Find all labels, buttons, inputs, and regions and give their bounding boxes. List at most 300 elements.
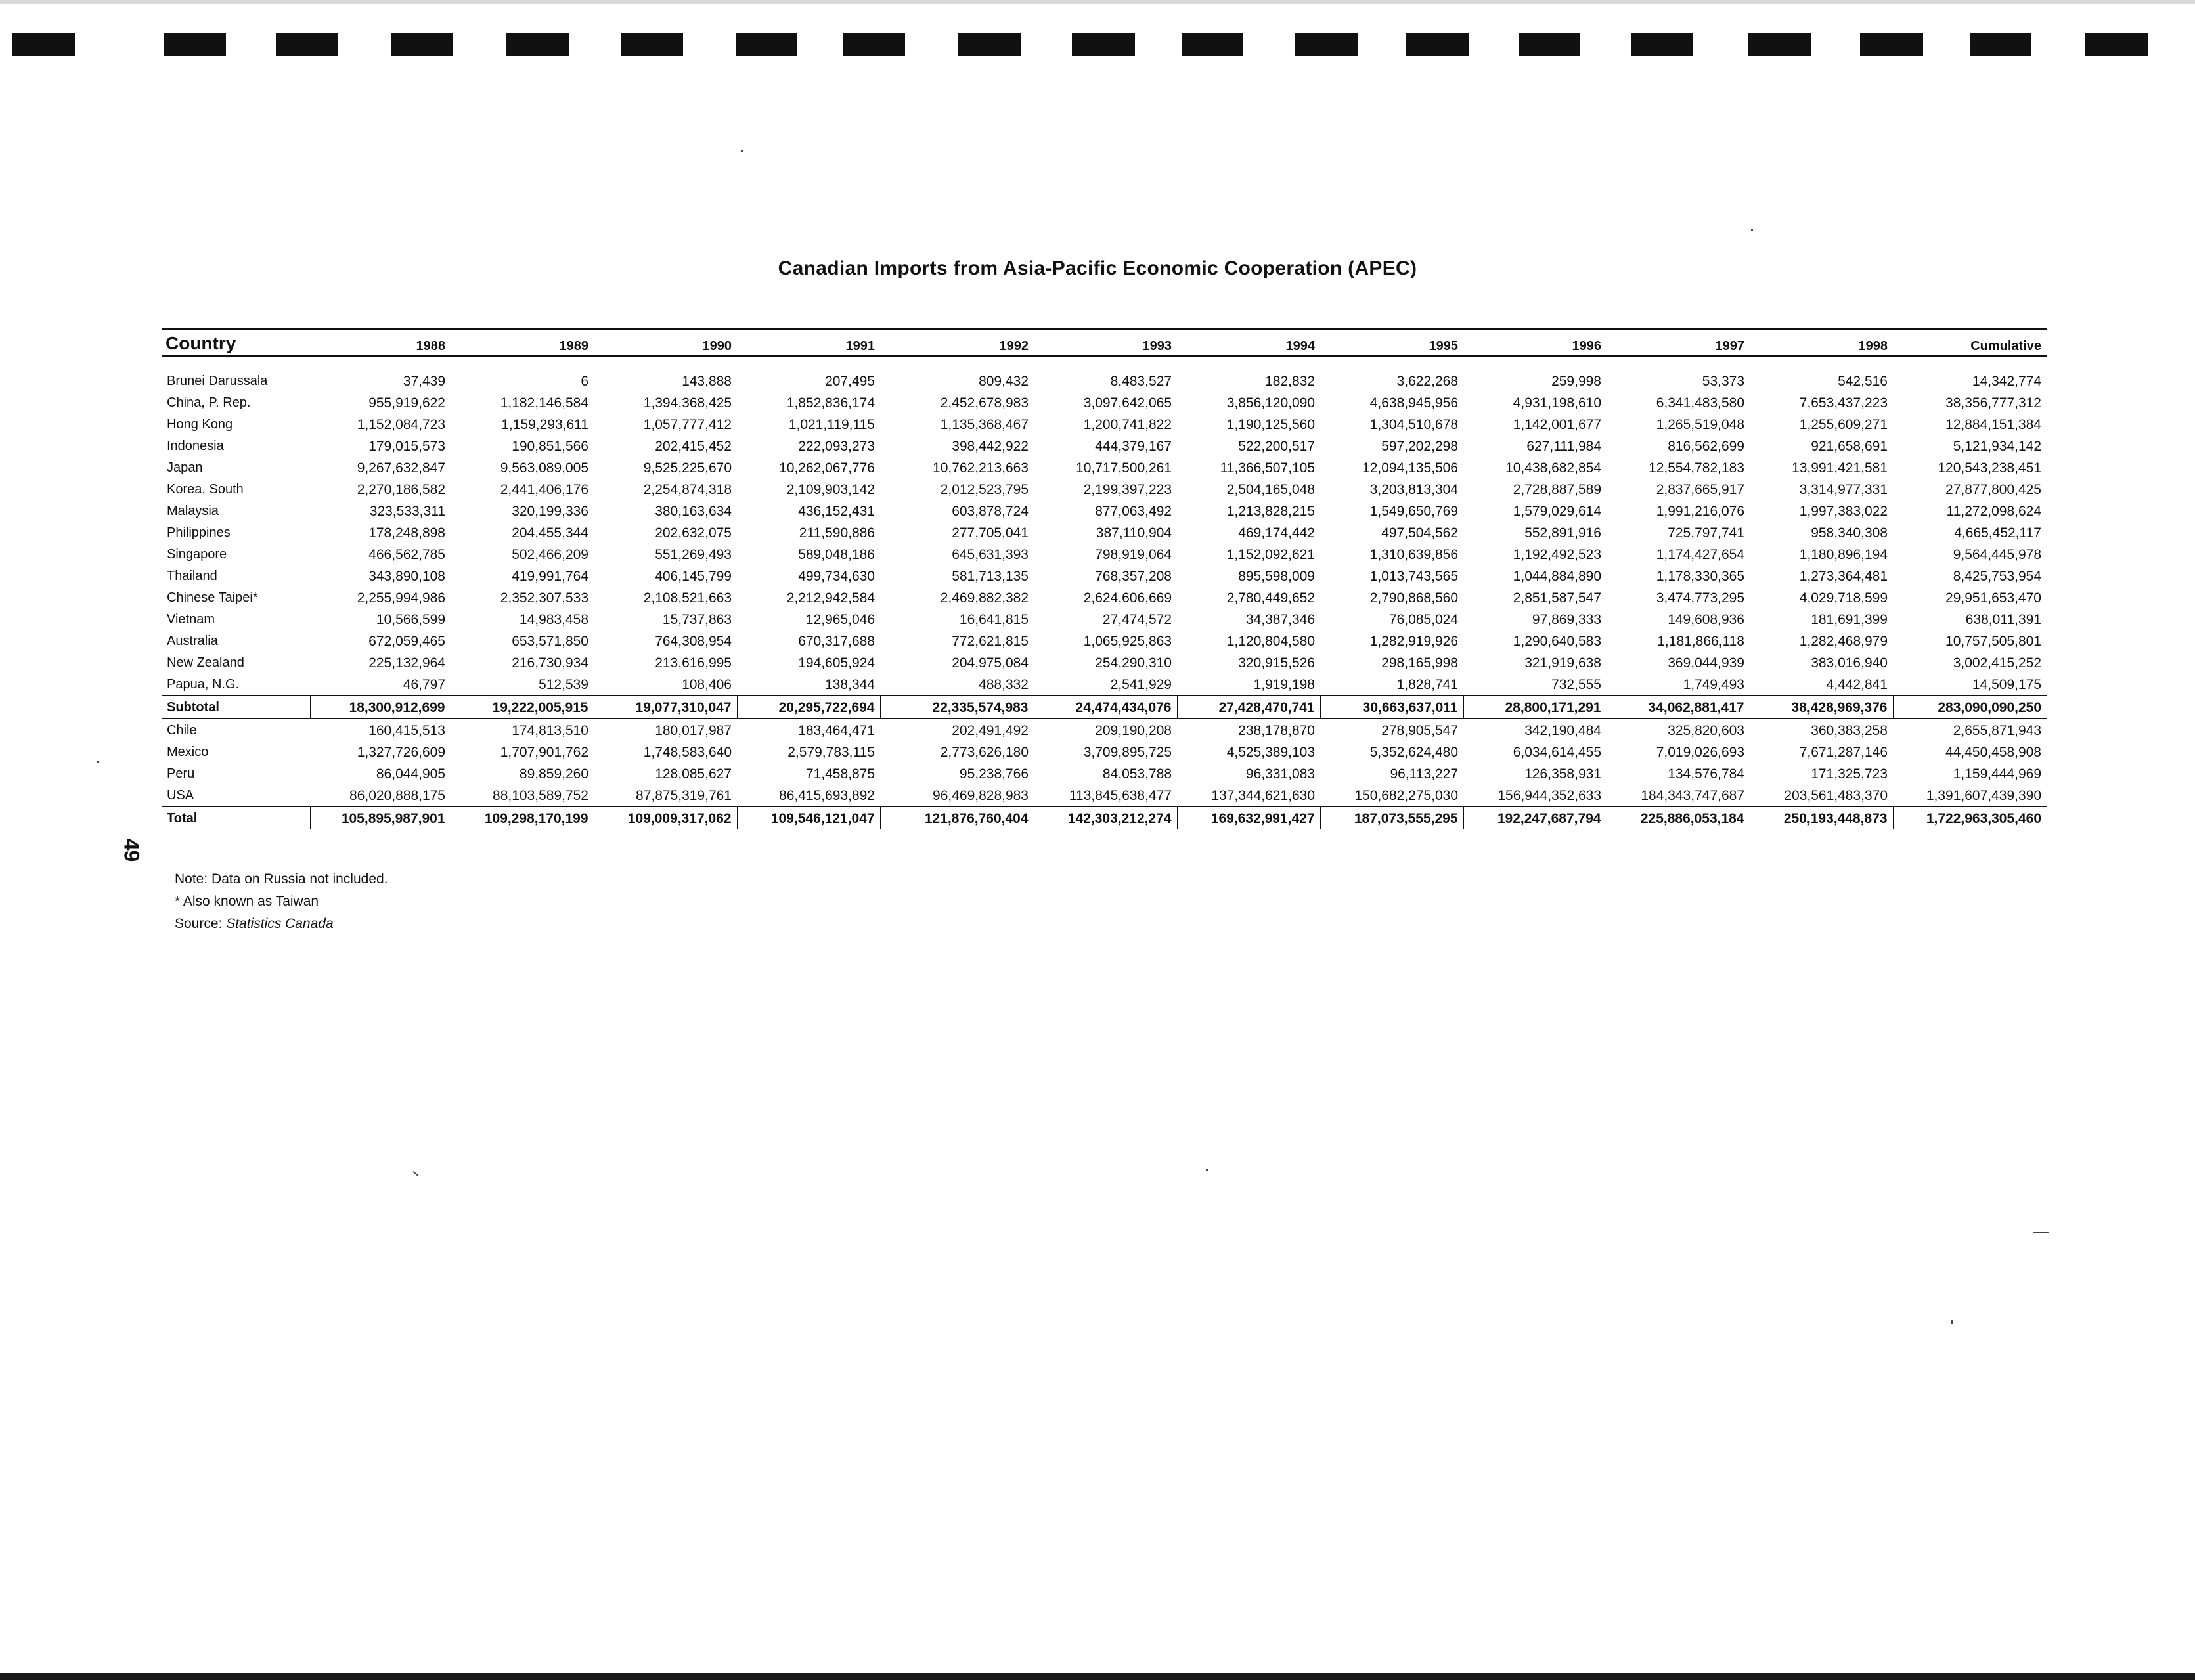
table-cell: 169,632,991,427 (1177, 807, 1320, 830)
table-cell: 955,919,622 (368, 395, 445, 410)
table-cell: 126,358,931 (1524, 766, 1601, 782)
table-cell: 11,366,507,105 (1220, 460, 1315, 475)
table-cell: 1,549,650,769 (1369, 503, 1458, 519)
registration-mark (2085, 33, 2148, 56)
table-cell: 10,262,067,776 (779, 460, 875, 475)
table-cell: 466,562,785 (368, 546, 445, 562)
table-cell: 542,516 (1838, 373, 1888, 389)
table-cell: 182,832 (1265, 373, 1315, 389)
table-cell: 360,383,258 (1811, 722, 1888, 738)
table-cell: 1,213,828,215 (1226, 503, 1315, 519)
table-row (162, 370, 2047, 391)
table-cell: 1,722,963,305,460 (1893, 807, 2047, 830)
row-label: Mexico (167, 745, 209, 759)
table-cell: 88,103,589,752 (493, 787, 588, 803)
table-cell: 6,341,483,580 (1656, 395, 1744, 410)
table-cell: 86,415,693,892 (779, 787, 875, 803)
table-cell: 597,202,298 (1381, 438, 1458, 454)
table-cell: 18,300,912,699 (310, 696, 451, 718)
row-label: Peru (167, 766, 195, 781)
table-cell: 3,622,268 (1396, 373, 1458, 389)
table-cell: 1,265,519,048 (1656, 416, 1744, 432)
table-cell: 1,707,901,762 (500, 744, 588, 760)
table-cell: 2,212,942,584 (786, 590, 875, 606)
table-cell: 86,020,888,175 (349, 787, 445, 803)
table-cell: 2,108,521,663 (643, 590, 732, 606)
column-header: 1991 (737, 330, 880, 357)
table-cell: 95,238,766 (959, 766, 1029, 782)
table-cell: 1,120,804,580 (1226, 633, 1315, 649)
table-cell: 725,797,741 (1668, 525, 1744, 541)
table-cell: 2,441,406,176 (500, 481, 588, 497)
table-cell: 86,044,905 (376, 766, 445, 782)
table-cell: 16,641,815 (959, 611, 1029, 627)
table-cell: 809,432 (979, 373, 1029, 389)
table-cell: 444,379,167 (1095, 438, 1172, 454)
scan-speck (97, 761, 99, 763)
table-cell: 4,029,718,599 (1799, 590, 1888, 606)
row-label: Total (162, 807, 310, 830)
table-cell: 670,317,688 (798, 633, 875, 649)
table-cell: 1,304,510,678 (1369, 416, 1458, 432)
table-cell: 627,111,984 (1526, 438, 1601, 454)
table-row (162, 586, 2047, 608)
table-cell: 1,310,639,856 (1369, 546, 1458, 562)
table-cell: 8,425,753,954 (1953, 568, 2041, 584)
column-header: 1997 (1607, 330, 1750, 357)
table-cell: 194,605,924 (798, 655, 875, 671)
table-cell: 37,439 (403, 373, 445, 389)
table-cell: 5,121,934,142 (1953, 438, 2041, 454)
table-cell: 1,579,029,614 (1513, 503, 1601, 519)
table-row (162, 391, 2047, 413)
row-label: Japan (167, 460, 203, 475)
scan-top-edge (0, 0, 2195, 4)
table-cell: 1,013,743,565 (1369, 568, 1458, 584)
table-cell: 3,203,813,304 (1369, 481, 1458, 497)
table-cell: 238,178,870 (1238, 722, 1315, 738)
table-cell: 6 (581, 373, 588, 389)
table-cell: 1,135,368,467 (940, 416, 1029, 432)
table-cell: 298,165,998 (1381, 655, 1458, 671)
table-cell: 2,624,606,669 (1083, 590, 1172, 606)
table-cell: 383,016,940 (1811, 655, 1888, 671)
registration-mark (843, 33, 905, 56)
table-cell: 3,097,642,065 (1083, 395, 1172, 410)
registration-mark (276, 33, 338, 56)
table-cell: 211,590,886 (799, 525, 875, 541)
row-label: Philippines (167, 525, 231, 540)
table-cell: 398,442,922 (952, 438, 1029, 454)
table-row (162, 543, 2047, 565)
table-cell: 137,344,621,630 (1211, 787, 1315, 803)
table-cell: 2,012,523,795 (940, 481, 1029, 497)
table-row (162, 608, 2047, 630)
table-cell: 3,002,415,252 (1953, 655, 2041, 671)
table-cell: 46,797 (403, 676, 445, 692)
table-cell: 3,474,773,295 (1656, 590, 1744, 606)
table-cell: 4,525,389,103 (1226, 744, 1315, 760)
table-cell: 38,356,777,312 (1945, 395, 2041, 410)
row-label: Australia (167, 634, 218, 648)
table-cell: 9,525,225,670 (643, 460, 732, 475)
table-cell: 149,608,936 (1668, 611, 1744, 627)
registration-mark (1295, 33, 1358, 56)
registration-mark (1406, 33, 1469, 56)
table-cell: 15,737,863 (662, 611, 732, 627)
table-cell: 380,163,634 (655, 503, 732, 519)
table-cell: 179,015,573 (368, 438, 445, 454)
registration-mark (958, 33, 1021, 56)
table-cell: 5,352,624,480 (1369, 744, 1458, 760)
table-cell: 1,290,640,583 (1513, 633, 1601, 649)
table-cell: 2,199,397,223 (1083, 481, 1172, 497)
table-cell: 3,314,977,331 (1799, 481, 1888, 497)
table-cell: 512,539 (539, 676, 588, 692)
table-cell: 44,450,458,908 (1945, 744, 2041, 760)
table-cell: 1,282,468,979 (1799, 633, 1888, 649)
table-cell: 204,975,084 (952, 655, 1029, 671)
registration-mark (164, 33, 226, 56)
table-cell: 14,342,774 (1972, 373, 2041, 389)
scan-bottom-edge (0, 1673, 2195, 1680)
table-cell: 12,965,046 (805, 611, 875, 627)
table-cell: 34,062,881,417 (1607, 696, 1750, 718)
table-row (162, 784, 2047, 807)
table-cell: 958,340,308 (1811, 525, 1888, 541)
table-cell: 109,298,170,199 (451, 807, 594, 830)
table-cell: 1,182,146,584 (500, 395, 588, 410)
table-cell: 2,255,994,986 (357, 590, 445, 606)
registration-mark (506, 33, 569, 56)
table-cell: 4,638,945,956 (1369, 395, 1458, 410)
table-cell: 1,391,607,439,390 (1926, 787, 2041, 803)
table-cell: 225,886,053,184 (1607, 807, 1750, 830)
column-header: 1992 (880, 330, 1034, 357)
table-cell: 10,757,505,801 (1945, 633, 2041, 649)
table-cell: 321,919,638 (1524, 655, 1601, 671)
table-cell: 2,541,929 (1110, 676, 1172, 692)
source-label: Source: (175, 916, 227, 931)
registration-mark (1631, 33, 1693, 56)
table-cell: 207,495 (825, 373, 875, 389)
table-cell: 2,352,307,533 (500, 590, 588, 606)
row-label: Korea, South (167, 482, 244, 497)
table-cell: 1,057,777,412 (643, 416, 732, 432)
table-cell: 19,077,310,047 (594, 696, 737, 718)
page-title: Canadian Imports from Asia-Pacific Economic Cooperation (APEC) (778, 257, 1417, 279)
table-cell: 497,504,562 (1381, 525, 1458, 541)
table-cell: 4,931,198,610 (1513, 395, 1601, 410)
source-name: Statistics Canada (226, 916, 334, 931)
scan-speck (1751, 229, 1753, 231)
table-cell: 877,063,492 (1095, 503, 1172, 519)
table-cell: 1,192,492,523 (1513, 546, 1601, 562)
table-cell: 7,671,287,146 (1799, 744, 1888, 760)
table-cell: 14,509,175 (1972, 676, 2041, 692)
table-cell: 113,845,638,477 (1069, 787, 1172, 803)
note-source (175, 913, 388, 935)
table-cell: 38,428,969,376 (1750, 696, 1893, 718)
table-cell: 150,682,275,030 (1354, 787, 1458, 803)
table-cell: 772,621,815 (952, 633, 1029, 649)
registration-mark (736, 33, 797, 56)
table-cell: 798,919,064 (1095, 546, 1172, 562)
row-label: Chile (167, 723, 197, 738)
table-cell: 1,174,427,654 (1656, 546, 1744, 562)
table-cell: 764,308,954 (655, 633, 732, 649)
table-cell: 250,193,448,873 (1750, 807, 1893, 830)
table-cell: 96,469,828,983 (933, 787, 1029, 803)
table-cell: 1,828,741 (1396, 676, 1458, 692)
table-cell: 143,888 (682, 373, 732, 389)
table-cell: 121,876,760,404 (880, 807, 1034, 830)
table-cell: 96,331,083 (1245, 766, 1315, 782)
registration-mark (1519, 33, 1580, 56)
table-cell: 142,303,212,274 (1034, 807, 1177, 830)
table-cell: 320,199,336 (512, 503, 588, 519)
table-cell: 156,944,352,633 (1497, 787, 1601, 803)
table-cell: 638,011,391 (1965, 611, 2041, 627)
table-row (162, 521, 2047, 543)
table-cell: 3,856,120,090 (1226, 395, 1315, 410)
table-cell: 53,373 (1702, 373, 1744, 389)
table-cell: 204,455,344 (512, 525, 588, 541)
table-cell: 1,997,383,022 (1799, 503, 1888, 519)
table-cell: 1,749,493 (1683, 676, 1744, 692)
table-cell: 76,085,024 (1388, 611, 1458, 627)
column-header: Cumulative (1893, 330, 2047, 357)
table-cell: 1,991,216,076 (1656, 503, 1744, 519)
table-cell: 3,709,895,725 (1083, 744, 1172, 760)
column-header: 1989 (451, 330, 594, 357)
scan-speck (741, 150, 743, 152)
notes (175, 868, 388, 935)
table-cell: 4,442,841 (1826, 676, 1888, 692)
column-header-country: Country (162, 330, 310, 357)
table-cell: 2,504,165,048 (1226, 481, 1315, 497)
table-cell: 9,564,445,978 (1953, 546, 2041, 562)
total-row (162, 807, 2047, 830)
table-row (162, 718, 2047, 741)
table-cell: 259,998 (1551, 373, 1601, 389)
table-cell: 8,483,527 (1110, 373, 1172, 389)
table-cell: 1,255,609,271 (1799, 416, 1888, 432)
table-cell: 2,254,874,318 (643, 481, 732, 497)
table-cell: 12,884,151,384 (1945, 416, 2041, 432)
table-cell: 1,190,125,560 (1226, 416, 1315, 432)
table-row (162, 565, 2047, 586)
table-row (162, 413, 2047, 435)
scan-speck (413, 1171, 419, 1176)
table-row (162, 673, 2047, 696)
registration-marks (0, 33, 2195, 59)
table-cell: 419,991,764 (512, 568, 588, 584)
table-cell: 469,174,442 (1238, 525, 1315, 541)
table-cell: 1,159,293,611 (501, 416, 588, 432)
row-label: Malaysia (167, 504, 219, 518)
table-cell: 387,110,904 (1096, 525, 1172, 541)
table-cell: 283,090,090,250 (1893, 696, 2047, 718)
table-cell: 96,113,227 (1390, 766, 1458, 782)
table-cell: 71,458,875 (805, 766, 875, 782)
registration-mark (1748, 33, 1811, 56)
table-cell: 277,705,041 (952, 525, 1029, 541)
row-label: China, P. Rep. (167, 395, 251, 410)
table-cell: 174,813,510 (512, 722, 588, 738)
table-cell: 1,152,084,723 (357, 416, 445, 432)
table-cell: 7,019,026,693 (1656, 744, 1744, 760)
table-cell: 2,469,882,382 (940, 590, 1029, 606)
table-cell: 6,034,614,455 (1513, 744, 1601, 760)
table-cell: 9,563,089,005 (500, 460, 588, 475)
registration-mark (12, 33, 75, 56)
table-cell: 27,877,800,425 (1945, 481, 2041, 497)
registration-mark (621, 33, 683, 56)
table-cell: 192,247,687,794 (1463, 807, 1607, 830)
table-cell: 27,428,470,741 (1177, 696, 1320, 718)
table-cell: 138,344 (825, 676, 875, 692)
registration-mark (1970, 33, 2031, 56)
table-row (162, 630, 2047, 652)
table-cell: 816,562,699 (1668, 438, 1744, 454)
table-cell: 436,152,431 (798, 503, 875, 519)
table-cell: 89,859,260 (519, 766, 588, 782)
table-row (162, 456, 2047, 478)
table-cell: 22,335,574,983 (880, 696, 1034, 718)
table-cell: 278,905,547 (1381, 722, 1458, 738)
table-cell: 202,491,492 (952, 722, 1029, 738)
table-cell: 105,895,987,901 (310, 807, 451, 830)
table-cell: 202,415,452 (655, 438, 732, 454)
table-cell: 1,273,364,481 (1799, 568, 1888, 584)
table-cell: 325,820,603 (1668, 722, 1744, 738)
table-cell: 108,406 (682, 676, 732, 692)
table-cell: 180,017,987 (655, 722, 732, 738)
registration-mark (391, 33, 453, 56)
table-cell: 1,852,836,174 (786, 395, 875, 410)
spacer-row (162, 356, 2047, 370)
note-taiwan: * Also known as Taiwan (175, 894, 319, 909)
table-cell: 1,159,444,969 (1953, 766, 2041, 782)
row-label: Papua, N.G. (167, 677, 240, 692)
table-cell: 19,222,005,915 (451, 696, 594, 718)
table-cell: 645,631,393 (952, 546, 1029, 562)
table-cell: 128,085,627 (655, 766, 732, 782)
table-cell: 109,546,121,047 (737, 807, 880, 830)
table-cell: 222,093,273 (798, 438, 875, 454)
table-cell: 1,044,884,890 (1513, 568, 1601, 584)
spacer-cell (162, 356, 2047, 370)
table-cell: 1,180,896,194 (1799, 546, 1888, 562)
table-cell: 2,837,665,917 (1656, 481, 1744, 497)
table-cell: 488,332 (979, 676, 1029, 692)
table-cell: 1,065,925,863 (1083, 633, 1172, 649)
table-cell: 343,890,108 (368, 568, 445, 584)
row-label: USA (167, 788, 194, 803)
table-row (162, 741, 2047, 763)
scan-speck (2033, 1232, 2049, 1233)
table-cell: 499,734,630 (798, 568, 875, 584)
table-cell: 109,009,317,062 (594, 807, 737, 830)
scan-speck (1206, 1169, 1208, 1171)
table-cell: 209,190,208 (1095, 722, 1172, 738)
table-cell: 551,269,493 (655, 546, 732, 562)
table-cell: 4,665,452,117 (1954, 525, 2041, 541)
row-label: Singapore (167, 547, 227, 562)
table-cell: 10,566,599 (376, 611, 445, 627)
table-cell: 2,728,887,589 (1513, 481, 1601, 497)
table-cell: 552,891,916 (1524, 525, 1601, 541)
row-label: Brunei Darussala (167, 374, 268, 388)
table-cell: 10,438,682,854 (1505, 460, 1601, 475)
table-cell: 1,327,726,609 (357, 744, 445, 760)
table-cell: 895,598,009 (1238, 568, 1315, 584)
table-cell: 342,190,484 (1524, 722, 1601, 738)
imports-table (162, 328, 2047, 831)
table-cell: 84,053,788 (1102, 766, 1172, 782)
table-cell: 2,579,783,115 (787, 744, 875, 760)
table-cell: 187,073,555,295 (1320, 807, 1463, 830)
table-cell: 1,178,330,365 (1656, 568, 1744, 584)
table-cell: 1,181,866,118 (1657, 633, 1744, 649)
table-cell: 672,059,465 (368, 633, 445, 649)
table-cell: 768,357,208 (1095, 568, 1172, 584)
table-cell: 2,655,871,943 (1953, 722, 2041, 738)
table-cell: 603,878,724 (952, 503, 1029, 519)
table-cell: 97,869,333 (1532, 611, 1601, 627)
table-cell: 323,533,311 (369, 503, 445, 519)
row-label: Chinese Taipei* (167, 590, 258, 605)
table-row (162, 763, 2047, 784)
table-cell: 369,044,939 (1668, 655, 1744, 671)
table-cell: 11,272,098,624 (1946, 503, 2041, 519)
row-label: Vietnam (167, 612, 215, 627)
table-cell: 10,717,500,261 (1076, 460, 1172, 475)
column-header: 1995 (1320, 330, 1463, 357)
table-cell: 225,132,964 (368, 655, 445, 671)
table-cell: 653,571,850 (512, 633, 588, 649)
table-cell: 213,616,995 (655, 655, 732, 671)
table-cell: 29,951,653,470 (1945, 590, 2041, 606)
table-row (162, 478, 2047, 500)
table-cell: 12,554,782,183 (1649, 460, 1744, 475)
table-cell: 30,663,637,011 (1320, 696, 1463, 718)
column-header: 1994 (1177, 330, 1320, 357)
table-cell: 2,270,186,582 (357, 481, 445, 497)
table-cell: 2,452,678,983 (940, 395, 1029, 410)
table-cell: 502,466,209 (512, 546, 588, 562)
table-cell: 13,991,421,581 (1792, 460, 1888, 475)
table-cell: 1,748,583,640 (643, 744, 732, 760)
table-header-row (162, 330, 2047, 357)
table-cell: 1,021,119,115 (788, 416, 875, 432)
table-cell: 12,094,135,506 (1362, 460, 1458, 475)
row-label: New Zealand (167, 655, 244, 670)
table-cell: 190,851,566 (512, 438, 588, 454)
table-cell: 320,915,526 (1238, 655, 1315, 671)
row-label: Indonesia (167, 439, 224, 453)
table-cell: 1,200,741,822 (1083, 416, 1172, 432)
table-cell: 216,730,934 (512, 655, 588, 671)
table-cell: 24,474,434,076 (1034, 696, 1177, 718)
column-header: 1990 (594, 330, 737, 357)
table-cell: 160,415,513 (368, 722, 445, 738)
table-cell: 406,145,799 (655, 568, 732, 584)
table-row (162, 435, 2047, 456)
table-cell: 2,109,903,142 (786, 481, 875, 497)
registration-mark (1182, 33, 1243, 56)
